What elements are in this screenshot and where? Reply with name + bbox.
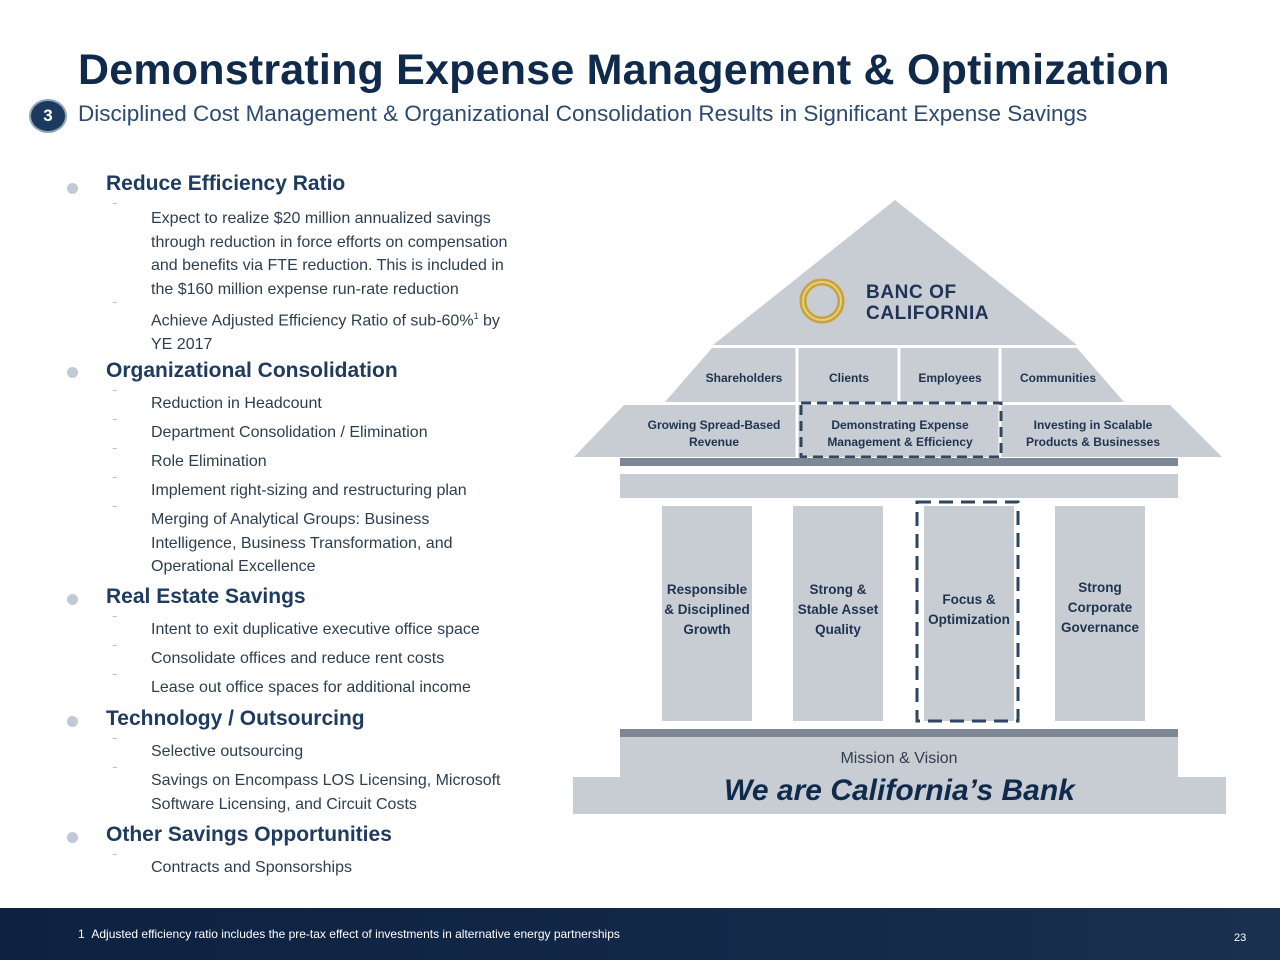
section-heading: Other Savings Opportunities bbox=[106, 823, 392, 846]
list-item: Lease out office spaces for additional income bbox=[151, 679, 471, 696]
stakeholder-label: Shareholders bbox=[705, 371, 783, 385]
list-item: Selective outsourcing bbox=[151, 743, 304, 760]
stakeholder-label: Employees bbox=[918, 371, 982, 385]
pillar-label: Strong Corporate Governance bbox=[1060, 580, 1140, 635]
pillar-label: Responsible & Disciplined Growth bbox=[664, 582, 750, 637]
tagline: We are California’s Bank bbox=[724, 774, 1075, 807]
list-item: Department Consolidation / Elimination bbox=[151, 424, 428, 441]
section-heading: Reduce Efficiency Ratio bbox=[106, 172, 346, 195]
list-item: Savings on Encompass LOS Licensing, Microsoft Software Licensing, and Circuit Costs bbox=[151, 772, 501, 813]
list-item: Implement right-sizing and restructuring plan bbox=[151, 482, 467, 499]
stakeholder-label: Communities bbox=[1019, 371, 1096, 385]
strategy-label: Investing in Scalable Products & Businesses bbox=[1025, 418, 1161, 449]
pillar-label: Focus & Optimization bbox=[928, 592, 1010, 627]
section-heading: Technology / Outsourcing bbox=[106, 707, 365, 730]
stakeholder-label: Clients bbox=[828, 371, 869, 385]
dash-icon: ‾ bbox=[113, 854, 117, 866]
dash-icon: ‾ bbox=[113, 674, 117, 686]
list-item: Role Elimination bbox=[151, 453, 267, 470]
list-item: Intent to exit duplicative executive office space bbox=[151, 621, 480, 638]
dash-icon: ‾ bbox=[113, 616, 117, 628]
dash-icon: ‾ bbox=[113, 448, 117, 460]
dash-icon: ‾ bbox=[113, 477, 117, 489]
list-item: Contracts and Sponsorships bbox=[151, 859, 352, 876]
strategy-label: Demonstrating Expense Management & Efficiency bbox=[827, 418, 973, 449]
entablature-dark-band bbox=[620, 458, 1178, 466]
dash-icon: ‾ bbox=[113, 506, 117, 518]
entablature bbox=[620, 474, 1178, 498]
list-item: Merging of Analytical Groups: Business Intelligence, Business Transformation, and Operational Excellence bbox=[151, 511, 453, 575]
dash-icon: ‾ bbox=[113, 419, 117, 431]
page-subtitle: Disciplined Cost Management & Organizational Consolidation Results in Significant Expense Savings bbox=[78, 101, 1088, 126]
base-dark-band bbox=[620, 729, 1178, 737]
page-number: 23 bbox=[1234, 932, 1247, 944]
pillar-label: Strong & Stable Asset Quality bbox=[797, 582, 879, 637]
dash-icon: ‾ bbox=[113, 767, 117, 779]
list-item: Consolidate offices and reduce rent costs bbox=[151, 650, 445, 667]
section-number-badge: 3 bbox=[29, 99, 67, 133]
page-title: Demonstrating Expense Management & Optimization bbox=[78, 46, 1170, 94]
dash-icon: ‾ bbox=[113, 738, 117, 750]
footnote: 1 Adjusted efficiency ratio includes the pre-tax effect of investments in alternative energy partnerships bbox=[78, 927, 620, 941]
dash-icon: ‾ bbox=[113, 645, 117, 657]
list-item: Reduction in Headcount bbox=[151, 395, 322, 412]
dash-icon: ‾ bbox=[113, 203, 117, 215]
section-heading: Real Estate Savings bbox=[106, 585, 306, 608]
section-heading: Organizational Consolidation bbox=[106, 359, 398, 382]
dash-icon: ‾ bbox=[113, 302, 117, 314]
mission-label: Mission & Vision bbox=[840, 750, 958, 767]
strategy-label: Growing Spread-Based Revenue bbox=[647, 418, 781, 449]
dash-icon: ‾ bbox=[113, 390, 117, 402]
logo-wordmark: BANC OF CALIFORNIA bbox=[866, 282, 990, 324]
list-item: Achieve Adjusted Efficiency Ratio of sub-60%$^1$ by YE 2017 bbox=[151, 311, 500, 353]
list-item: Expect to realize $20 million annualized savings through reduction in force efforts on compensation and benefits via FTE reduction. This is included in the $160 million expense run-rate reduction bbox=[151, 210, 508, 298]
